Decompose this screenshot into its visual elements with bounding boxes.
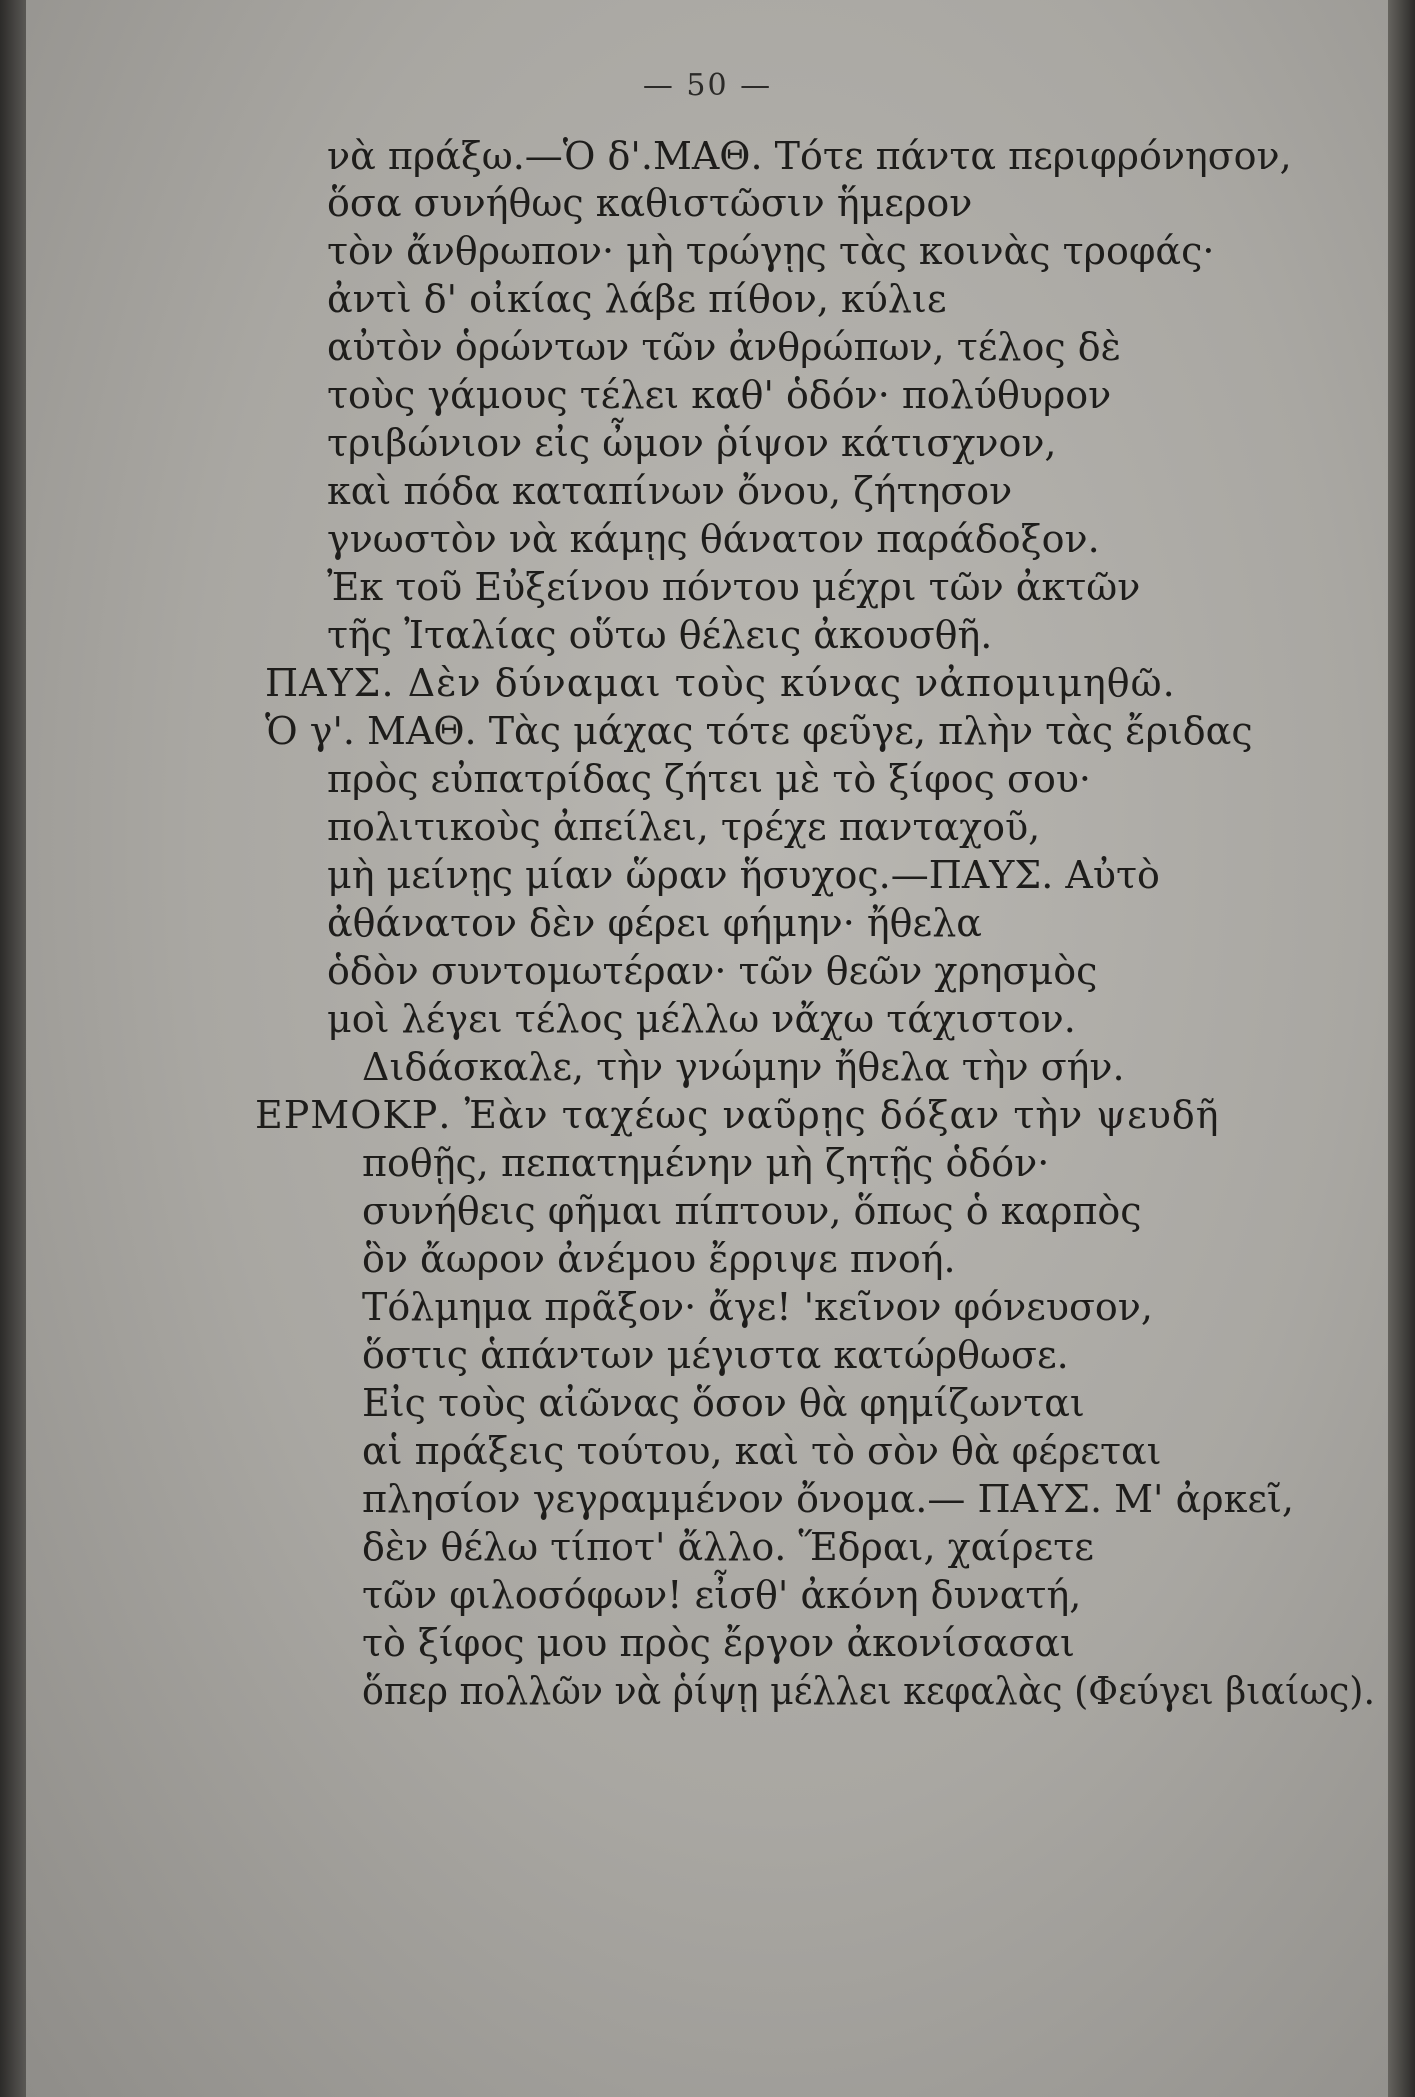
text-line: μὴ μείνῃς μίαν ὥραν ἥσυχος.—ΠΑΥΣ. Αὐτὸ xyxy=(327,853,1160,897)
text-line: δὲν θέλω τίποτ' ἄλλο. Ἕδραι, χαίρετε xyxy=(362,1525,1094,1569)
page-number: — 50 — xyxy=(642,68,773,103)
text-line: τοὺς γάμους τέλει καθ' ὁδόν· πολύθυρον xyxy=(327,373,1112,417)
text-line: τριβώνιον εἰς ὦμον ῥίψον κάτισχνον, xyxy=(327,421,1057,465)
text-line: τῆς Ἰταλίας οὕτω θέλεις ἀκουσθῆ. xyxy=(327,613,993,657)
text-line: Εἰς τοὺς αἰῶνας ὅσον θὰ φημίζωνται xyxy=(362,1381,1085,1425)
text-line: ὅπερ πολλῶν νὰ ῥίψῃ μέλλει κεφαλὰς (Φεύγει βιαίως). xyxy=(362,1669,1376,1713)
text-line: ὃν ἄωρον ἀνέμου ἔρριψε πνοή. xyxy=(362,1237,956,1281)
text-line: ὅσα συνήθως καθιστῶσιν ἥμερον xyxy=(327,181,973,225)
text-line: τὸν ἄνθρωπον· μὴ τρώγῃς τὰς κοινὰς τροφάς· xyxy=(327,229,1215,273)
page-left-edge-shadow xyxy=(0,0,26,2097)
text-line: πολιτικοὺς ἀπείλει, τρέχε πανταχοῦ, xyxy=(327,805,1041,849)
text-line: νὰ πράξω.—Ὁ δ'.ΜΑΘ. Τότε πάντα περιφρόνησον, xyxy=(327,134,1292,178)
text-line: καὶ πόδα καταπίνων ὄνου, ζήτησον xyxy=(327,469,1013,513)
text-line: πλησίον γεγραμμένον ὄνομα.— ΠΑΥΣ. Μ' ἀρκεῖ, xyxy=(362,1477,1294,1521)
text-line: ὁδὸν συντομωτέραν· τῶν θεῶν χρησμὸς xyxy=(327,949,1098,993)
text-line: ἀθάνατον δὲν φέρει φήμην· ἤθελα xyxy=(327,901,982,945)
speaker-line: ΕΡΜΟΚΡ. Ἐὰν ταχέως ναῦρῃς δόξαν τὴν ψευδῆ xyxy=(255,1093,1220,1137)
text-line: μοὶ λέγει τέλος μέλλω νἄχω τάχιστον. xyxy=(327,997,1076,1041)
text-line: γνωστὸν νὰ κάμῃς θάνατον παράδοξον. xyxy=(327,517,1100,561)
speaker-line: Ὁ γ'. ΜΑΘ. Τὰς μάχας τότε φεῦγε, πλὴν τὰς ἔριδας xyxy=(265,709,1253,753)
speaker-line: ΠΑΥΣ. Δὲν δύναμαι τοὺς κύνας νἀπομιμηθῶ. xyxy=(265,661,1176,705)
text-line: πρὸς εὐπατρίδας ζήτει μὲ τὸ ξίφος σου· xyxy=(327,757,1092,801)
text-line: ἀντὶ δ' οἰκίας λάβε πίθον, κύλιε xyxy=(327,277,947,321)
text-line: αὐτὸν ὁρώντων τῶν ἀνθρώπων, τέλος δὲ xyxy=(327,325,1122,369)
text-line: Ἐκ τοῦ Εὐξείνου πόντου μέχρι τῶν ἀκτῶν xyxy=(327,565,1141,609)
text-line: ποθῇς, πεπατημένην μὴ ζητῇς ὁδόν· xyxy=(362,1141,1050,1185)
text-line: συνήθεις φῆμαι πίπτουν, ὅπως ὁ καρπὸς xyxy=(362,1189,1142,1233)
text-line: τῶν φιλοσόφων! εἶσθ' ἀκόνη δυνατή, xyxy=(362,1573,1082,1617)
text-line: Διδάσκαλε, τὴν γνώμην ἤθελα τὴν σήν. xyxy=(362,1045,1125,1089)
text-line: αἱ πράξεις τούτου, καὶ τὸ σὸν θὰ φέρεται xyxy=(362,1429,1162,1473)
text-line: ὅστις ἁπάντων μέγιστα κατώρθωσε. xyxy=(362,1333,1069,1377)
page-right-edge-shadow xyxy=(1388,0,1415,2097)
text-line: τὸ ξίφος μου πρὸς ἔργον ἀκονίσασαι xyxy=(362,1621,1075,1665)
text-line: Τόλμημα πρᾶξον· ἄγε! 'κεῖνον φόνευσον, xyxy=(362,1285,1153,1329)
